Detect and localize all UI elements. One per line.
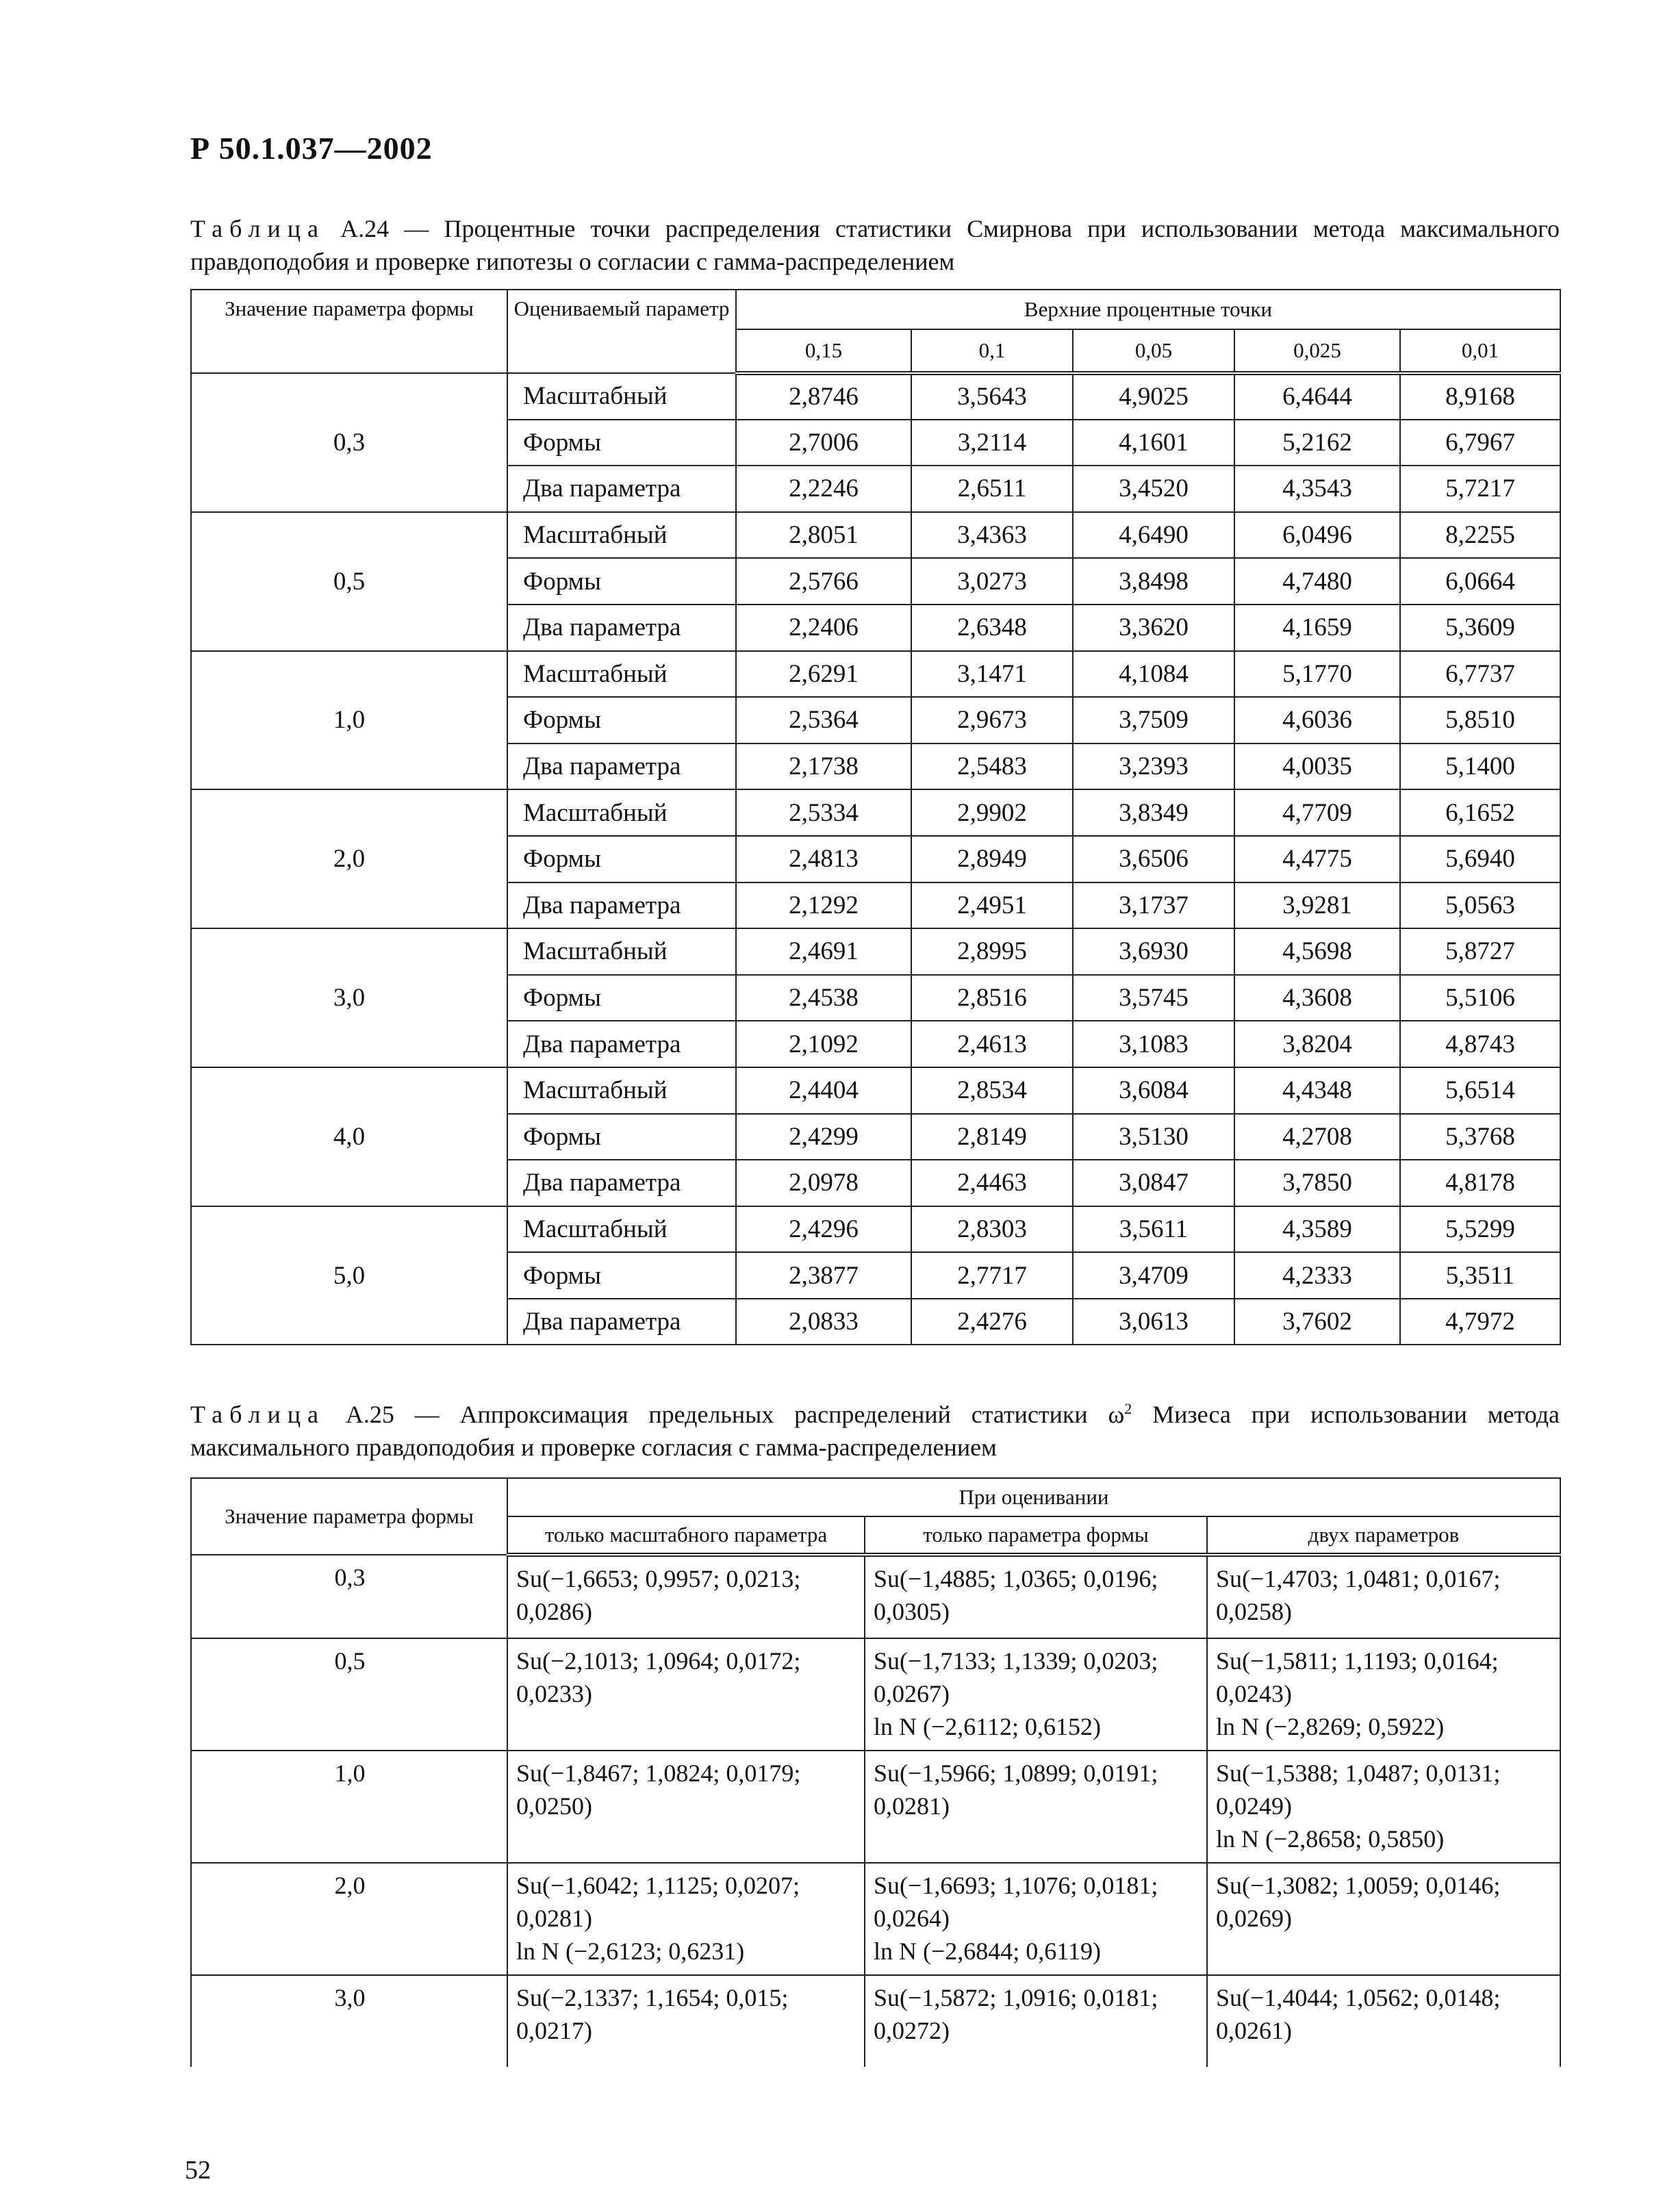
value-cell: 3,8498 (1073, 558, 1234, 605)
distribution-cell (1207, 1975, 1560, 2067)
distribution-line: ln N (−2,6112; 0,6152) (874, 1713, 1101, 1740)
value-cell: 2,4299 (736, 1114, 911, 1160)
value-cell: 5,5106 (1400, 975, 1560, 1021)
param-cell: Формы (507, 420, 736, 466)
column-header-two: двух параметров (1207, 1516, 1560, 1555)
value-cell: 4,1084 (1073, 651, 1234, 698)
value-cell: 4,9025 (1073, 373, 1234, 420)
level-header: 0,1 (911, 329, 1073, 373)
value-cell: 2,0833 (736, 1299, 911, 1345)
value-cell: 2,5334 (736, 789, 911, 836)
caption-superscript: 2 (1124, 1400, 1132, 1417)
value-cell: 5,3511 (1400, 1252, 1560, 1299)
value-cell: 2,2406 (736, 605, 911, 651)
value-cell: 5,5299 (1400, 1206, 1560, 1253)
value-cell: 2,2246 (736, 466, 911, 512)
distribution-line: Su(−1,5966; 1,0899; 0,0191; (874, 1759, 1158, 1787)
value-cell: 2,9673 (911, 697, 1073, 743)
shape-value-cell: 2,0 (191, 1863, 507, 1975)
distribution-line: Su(−2,1013; 1,0964; 0,0172; (516, 1647, 801, 1675)
value-cell: 4,6490 (1073, 512, 1234, 559)
distribution-line: 0,0258) (1216, 1598, 1292, 1625)
value-cell: 5,3768 (1400, 1114, 1560, 1160)
document-code: Р 50.1.037—2002 (190, 131, 433, 166)
table-row (191, 1067, 1560, 1114)
distribution-line: Su(−1,6653; 0,9957; 0,0213; (516, 1565, 801, 1592)
distribution-line: 0,0267) (874, 1680, 950, 1707)
distribution-line: 0,0249) (1216, 1792, 1292, 1820)
value-cell: 4,5698 (1234, 928, 1400, 975)
distribution-line: ln N (−2,8269; 0,5922) (1216, 1713, 1445, 1740)
distribution-line: 0,0286) (516, 1598, 592, 1625)
param-cell: Два параметра (507, 466, 736, 512)
distribution-cell (865, 1751, 1207, 1863)
value-cell: 2,4813 (736, 836, 911, 882)
caption-text: А.25 — Аппроксимация предельных распределений статистики ω (325, 1401, 1125, 1428)
value-cell: 3,6506 (1073, 836, 1234, 882)
value-cell: 6,7967 (1400, 420, 1560, 466)
value-cell: 5,7217 (1400, 466, 1560, 512)
value-cell: 3,7850 (1234, 1160, 1400, 1206)
column-header-param: Оцениваемый параметр (507, 290, 736, 373)
distribution-line: Su(−1,7133; 1,1339; 0,0203; (874, 1647, 1158, 1675)
distribution-line: Su(−1,4885; 1,0365; 0,0196; (874, 1565, 1158, 1592)
param-cell: Два параметра (507, 1299, 736, 1345)
param-cell: Формы (507, 697, 736, 743)
value-cell: 2,8516 (911, 975, 1073, 1021)
value-cell: 3,1737 (1073, 882, 1234, 929)
value-cell: 3,0273 (911, 558, 1073, 605)
table-a25-body (191, 1555, 1560, 2067)
table-row (191, 1863, 1560, 1975)
value-cell: 2,4404 (736, 1067, 911, 1114)
value-cell: 8,2255 (1400, 512, 1560, 559)
value-cell: 2,8995 (911, 928, 1073, 975)
param-cell: Масштабный (507, 1067, 736, 1114)
value-cell: 3,8349 (1073, 789, 1234, 836)
value-cell: 2,5483 (911, 743, 1073, 790)
distribution-line: 0,0264) (874, 1905, 950, 1932)
value-cell: 5,6514 (1400, 1067, 1560, 1114)
param-cell: Два параметра (507, 1160, 736, 1206)
value-cell: 3,5611 (1073, 1206, 1234, 1253)
column-header-group: При оценивании (507, 1478, 1560, 1516)
value-cell: 3,9281 (1234, 882, 1400, 929)
value-cell: 6,1652 (1400, 789, 1560, 836)
value-cell: 2,8303 (911, 1206, 1073, 1253)
param-cell: Масштабный (507, 1206, 736, 1253)
shape-value-cell: 0,3 (191, 373, 507, 512)
shape-value-cell: 4,0 (191, 1067, 507, 1206)
distribution-line: 0,0243) (1216, 1680, 1292, 1707)
level-header: 0,01 (1400, 329, 1560, 373)
distribution-line: Su(−1,5811; 1,1193; 0,0164; (1216, 1647, 1499, 1675)
value-cell: 5,0563 (1400, 882, 1560, 929)
value-cell: 3,7509 (1073, 697, 1234, 743)
value-cell: 3,0613 (1073, 1299, 1234, 1345)
value-cell: 3,2114 (911, 420, 1073, 466)
value-cell: 4,2708 (1234, 1114, 1400, 1160)
value-cell: 2,1738 (736, 743, 911, 790)
value-cell: 5,8727 (1400, 928, 1560, 975)
shape-value-cell: 2,0 (191, 789, 507, 928)
distribution-line: 0,0250) (516, 1792, 592, 1820)
distribution-line: 0,0272) (874, 2017, 950, 2044)
distribution-cell (865, 1863, 1207, 1975)
table-a25 (190, 1477, 1561, 2067)
column-header-shape: Значение параметра формы (191, 1478, 507, 1555)
distribution-line: 0,0269) (1216, 1905, 1292, 1932)
distribution-line: ln N (−2,6123; 0,6231) (516, 1937, 745, 1965)
value-cell: 4,7709 (1234, 789, 1400, 836)
level-header: 0,05 (1073, 329, 1234, 373)
value-cell: 2,8149 (911, 1114, 1073, 1160)
param-cell: Масштабный (507, 512, 736, 559)
distribution-line: Su(−1,4044; 1,0562; 0,0148; (1216, 1984, 1501, 2011)
table-row (191, 1638, 1560, 1751)
value-cell: 3,5130 (1073, 1114, 1234, 1160)
value-cell: 3,0847 (1073, 1160, 1234, 1206)
value-cell: 2,4538 (736, 975, 911, 1021)
caption-label: Таблица (190, 215, 325, 242)
value-cell: 2,3877 (736, 1252, 911, 1299)
value-cell: 3,8204 (1234, 1021, 1400, 1067)
level-header: 0,15 (736, 329, 911, 373)
value-cell: 2,6291 (736, 651, 911, 698)
distribution-line: Su(−1,8467; 1,0824; 0,0179; (516, 1759, 801, 1787)
value-cell: 3,7602 (1234, 1299, 1400, 1345)
param-cell: Два параметра (507, 743, 736, 790)
value-cell: 2,9902 (911, 789, 1073, 836)
distribution-line: Su(−1,5388; 1,0487; 0,0131; (1216, 1759, 1501, 1787)
distribution-line: Su(−1,4703; 1,0481; 0,0167; (1216, 1565, 1501, 1592)
value-cell: 8,9168 (1400, 373, 1560, 420)
value-cell: 2,4276 (911, 1299, 1073, 1345)
table-a24-body (191, 373, 1560, 1345)
value-cell: 2,8949 (911, 836, 1073, 882)
value-cell: 2,6511 (911, 466, 1073, 512)
page-number: 52 (185, 2156, 211, 2185)
value-cell: 2,1292 (736, 882, 911, 929)
distribution-line: Su(−1,6693; 1,1076; 0,0181; (874, 1872, 1158, 1899)
value-cell: 4,8178 (1400, 1160, 1560, 1206)
value-cell: 4,3543 (1234, 466, 1400, 512)
value-cell: 5,1400 (1400, 743, 1560, 790)
param-cell: Два параметра (507, 882, 736, 929)
shape-value-cell: 5,0 (191, 1206, 507, 1345)
value-cell: 2,6348 (911, 605, 1073, 651)
param-cell: Формы (507, 558, 736, 605)
table-a24-caption (190, 212, 1560, 278)
value-cell: 2,1092 (736, 1021, 911, 1067)
distribution-cell (507, 1863, 865, 1975)
value-cell: 2,4613 (911, 1021, 1073, 1067)
value-cell: 2,7006 (736, 420, 911, 466)
value-cell: 3,4363 (911, 512, 1073, 559)
table-row (191, 1555, 1560, 1638)
distribution-cell (865, 1975, 1207, 2067)
value-cell: 5,2162 (1234, 420, 1400, 466)
column-header-points: Верхние процентные точки (736, 290, 1560, 329)
table-row (191, 373, 1560, 420)
table-a25-caption (190, 1398, 1560, 1464)
distribution-cell (865, 1638, 1207, 1751)
value-cell: 2,4463 (911, 1160, 1073, 1206)
column-header-scale: только масштабного параметра (507, 1516, 865, 1555)
value-cell: 3,1083 (1073, 1021, 1234, 1067)
caption-text: Мизеса при использовании метода максимального правдоподобия и проверке согласия с гамма-распределением (190, 1401, 1560, 1461)
table-a24 (190, 289, 1561, 1345)
value-cell: 3,3620 (1073, 605, 1234, 651)
distribution-cell (507, 1638, 865, 1751)
distribution-cell (507, 1751, 865, 1863)
shape-value-cell: 3,0 (191, 1975, 507, 2067)
value-cell: 6,0664 (1400, 558, 1560, 605)
distribution-cell (1207, 1863, 1560, 1975)
param-cell: Формы (507, 1114, 736, 1160)
distribution-line: 0,0281) (516, 1905, 592, 1932)
distribution-cell (507, 1555, 865, 1638)
value-cell: 4,3589 (1234, 1206, 1400, 1253)
distribution-line: Su(−1,5872; 1,0916; 0,0181; (874, 1984, 1158, 2011)
value-cell: 6,0496 (1234, 512, 1400, 559)
distribution-line: Su(−1,6042; 1,1125; 0,0207; (516, 1872, 800, 1899)
value-cell: 5,3609 (1400, 605, 1560, 651)
value-cell: 2,4296 (736, 1206, 911, 1253)
value-cell: 5,8510 (1400, 697, 1560, 743)
param-cell: Масштабный (507, 789, 736, 836)
value-cell: 4,2333 (1234, 1252, 1400, 1299)
column-header-shape: Значение параметра формы (191, 290, 507, 373)
distribution-cell (507, 1975, 865, 2067)
value-cell: 3,5745 (1073, 975, 1234, 1021)
table-row (191, 1751, 1560, 1863)
table-row (191, 928, 1560, 975)
distribution-cell (865, 1555, 1207, 1638)
distribution-line: 0,0305) (874, 1598, 950, 1625)
distribution-line: ln N (−2,8658; 0,5850) (1216, 1825, 1445, 1853)
table-row (191, 512, 1560, 559)
value-cell: 2,4691 (736, 928, 911, 975)
param-cell: Два параметра (507, 605, 736, 651)
shape-value-cell: 0,5 (191, 512, 507, 651)
param-cell: Формы (507, 1252, 736, 1299)
distribution-line: ln N (−2,6844; 0,6119) (874, 1937, 1101, 1965)
value-cell: 4,7972 (1400, 1299, 1560, 1345)
caption-label: Таблица (190, 1401, 325, 1428)
value-cell: 2,5766 (736, 558, 911, 605)
value-cell: 2,8051 (736, 512, 911, 559)
value-cell: 4,3608 (1234, 975, 1400, 1021)
value-cell: 4,6036 (1234, 697, 1400, 743)
value-cell: 6,4644 (1234, 373, 1400, 420)
table-row (191, 651, 1560, 698)
value-cell: 3,1471 (911, 651, 1073, 698)
value-cell: 6,7737 (1400, 651, 1560, 698)
param-cell: Формы (507, 836, 736, 882)
distribution-line: 0,0281) (874, 1792, 950, 1820)
distribution-cell (1207, 1751, 1560, 1863)
value-cell: 3,6930 (1073, 928, 1234, 975)
column-header-form: только параметра формы (865, 1516, 1207, 1555)
param-cell: Масштабный (507, 928, 736, 975)
distribution-line: Su(−2,1337; 1,1654; 0,015; (516, 1984, 789, 2011)
value-cell: 4,1659 (1234, 605, 1400, 651)
value-cell: 3,5643 (911, 373, 1073, 420)
shape-value-cell: 1,0 (191, 1751, 507, 1863)
value-cell: 2,8534 (911, 1067, 1073, 1114)
shape-value-cell: 3,0 (191, 928, 507, 1067)
distribution-cell (1207, 1638, 1560, 1751)
value-cell: 3,4709 (1073, 1252, 1234, 1299)
value-cell: 2,4951 (911, 882, 1073, 929)
value-cell: 4,1601 (1073, 420, 1234, 466)
distribution-line: 0,0217) (516, 2017, 592, 2044)
value-cell: 3,2393 (1073, 743, 1234, 790)
value-cell: 5,6940 (1400, 836, 1560, 882)
shape-value-cell: 0,3 (191, 1555, 507, 1638)
caption-text: А.24 — Процентные точки распределения статистики Смирнова при использовании метода максимального правдоподобия и проверке гипотезы о согласии с гамма-распределением (190, 215, 1560, 275)
value-cell: 2,5364 (736, 697, 911, 743)
level-header: 0,025 (1234, 329, 1400, 373)
param-cell: Масштабный (507, 373, 736, 420)
value-cell: 2,0978 (736, 1160, 911, 1206)
value-cell: 4,0035 (1234, 743, 1400, 790)
distribution-cell (1207, 1555, 1560, 1638)
value-cell: 4,4775 (1234, 836, 1400, 882)
value-cell: 4,8743 (1400, 1021, 1560, 1067)
param-cell: Формы (507, 975, 736, 1021)
param-cell: Два параметра (507, 1021, 736, 1067)
value-cell: 3,4520 (1073, 466, 1234, 512)
distribution-line: Su(−1,3082; 1,0059; 0,0146; (1216, 1872, 1501, 1899)
table-row (191, 789, 1560, 836)
value-cell: 2,8746 (736, 373, 911, 420)
distribution-line: 0,0261) (1216, 2017, 1292, 2044)
value-cell: 2,7717 (911, 1252, 1073, 1299)
distribution-line: 0,0233) (516, 1680, 592, 1707)
value-cell: 4,7480 (1234, 558, 1400, 605)
param-cell: Масштабный (507, 651, 736, 698)
value-cell: 3,6084 (1073, 1067, 1234, 1114)
shape-value-cell: 0,5 (191, 1638, 507, 1751)
value-cell: 4,4348 (1234, 1067, 1400, 1114)
table-row (191, 1975, 1560, 2067)
value-cell: 5,1770 (1234, 651, 1400, 698)
shape-value-cell: 1,0 (191, 651, 507, 790)
table-row (191, 1206, 1560, 1253)
